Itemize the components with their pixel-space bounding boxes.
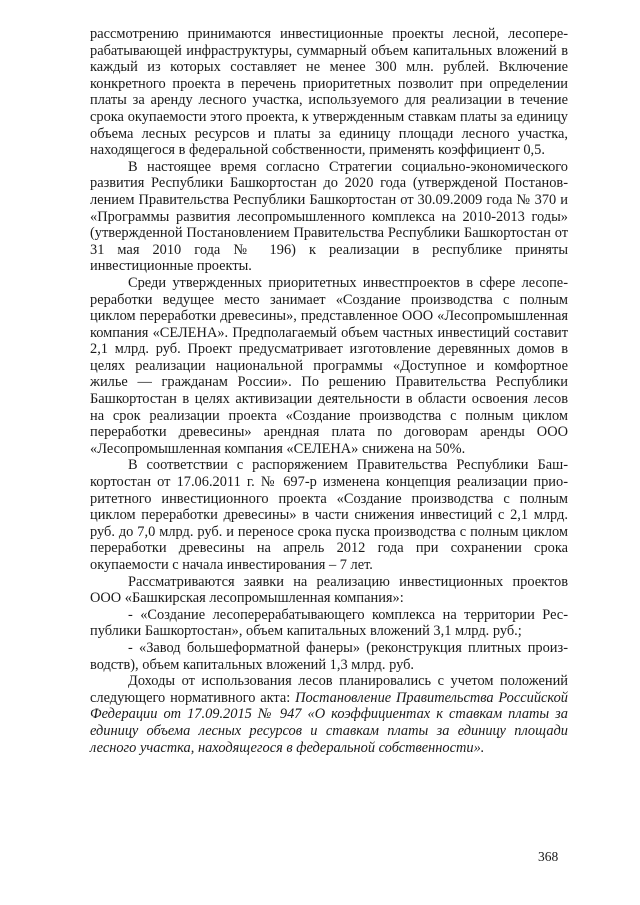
paragraph-order-697: В соответствии с распоряжением Правительства Республики Башкортостан от 17.06.2011 г. № 697-р изменена концепция реализации приоритетного инвестиционного проекта «Создание производства с полным циклом переработки древесины» в части снижения инвестиций с 2,1 млрд. руб. до 7,0 млрд. руб. и переносе срока пуска производства с полным циклом переработки древесины на апрель 2012 года при сохранении срока окупаемости с начала инвестирования – 7 лет.	[90, 457, 568, 573]
body-text	[90, 26, 568, 756]
paragraph-revenues	[90, 673, 568, 756]
paragraph-priority-projects: Среди утвержденных приоритетных инвестпроектов в сфере лесопереработки ведущее место занимает «Создание производства с полным циклом переработки древесины», представленное ООО «Лесопромышленная компания «СЕЛЕНА». Предполагаемый объем частных инвестиций составит 2,1 млрд. руб. Проект предусматривает изготовление деревянных домов в целях реализации национальной программы «Доступное и комфортное жилье — гражданам России». По решению Правительства Республики Башкортостан в целях активизации деятельности в области освоения лесов на срок реализации проекта «Создание производства с полным циклом переработки древесины» арендная плата по договорам аренды ООО «Лесопромышленная компания «СЕЛЕНА» снижена на 50%.	[90, 274, 568, 457]
list-item-complex: - «Создание лесоперерабатывающего комплекса на территории Республики Башкортостан», объем капитальных вложений 3,1 млрд. руб.;	[90, 606, 568, 640]
paragraph-continuation: рассмотрению принимаются инвестиционные проекты лесной, лесоперерабатывающей инфраструктуры, суммарный объем капитальных вложений в каждый из которых составляет не менее 300 млн. рублей. Включение конкретного проекта в перечень приоритетных позволит при определении платы за аренду лесного участка, используемого для реализации в течение срока окупаемости этого проекта, к утвержденным ставкам платы за единицу объема лесных ресурсов и платы за единицу площади лесного участка, находящегося в федеральной собственности, применять коэффициент 0,5.	[90, 26, 568, 159]
paragraph-applications: Рассматриваются заявки на реализацию инвестиционных проектов ООО «Башкирская лесопромышленная компания»:	[90, 573, 568, 607]
page-number: 368	[538, 849, 559, 864]
regulation-citation: Постановление Правительства Российской Федерации от 17.09.2015 № 947 «О коэффициентах к ставкам платы за единицу объема лесных ресурсов и ставкам платы за единицу площади лесного участка, находящегося в федеральной собственности».	[90, 689, 568, 756]
list-item-plywood: - «Завод большеформатной фанеры» (реконструкция плитных производств), объем капитальных вложений 1,3 млрд. руб.	[90, 639, 568, 673]
paragraph-strategy: В настоящее время согласно Стратегии социально-экономического развития Республики Башкортостан до 2020 года (утвержденой Постановлением Правительства Республики Башкортостан от 30.09.2009 года № 370 и «Программы развития лесопромышленного комплекса на 2010-2013 годы» (утвержденной Постановлением Правительства Республики Башкортостан от 31 мая 2010 года № 196) к реализации в республике приняты инвестиционные проекты.	[90, 158, 568, 275]
revenues-intro: Доходы от использования лесов планировались с учетом положений следующего нормативного акта:	[90, 673, 568, 706]
